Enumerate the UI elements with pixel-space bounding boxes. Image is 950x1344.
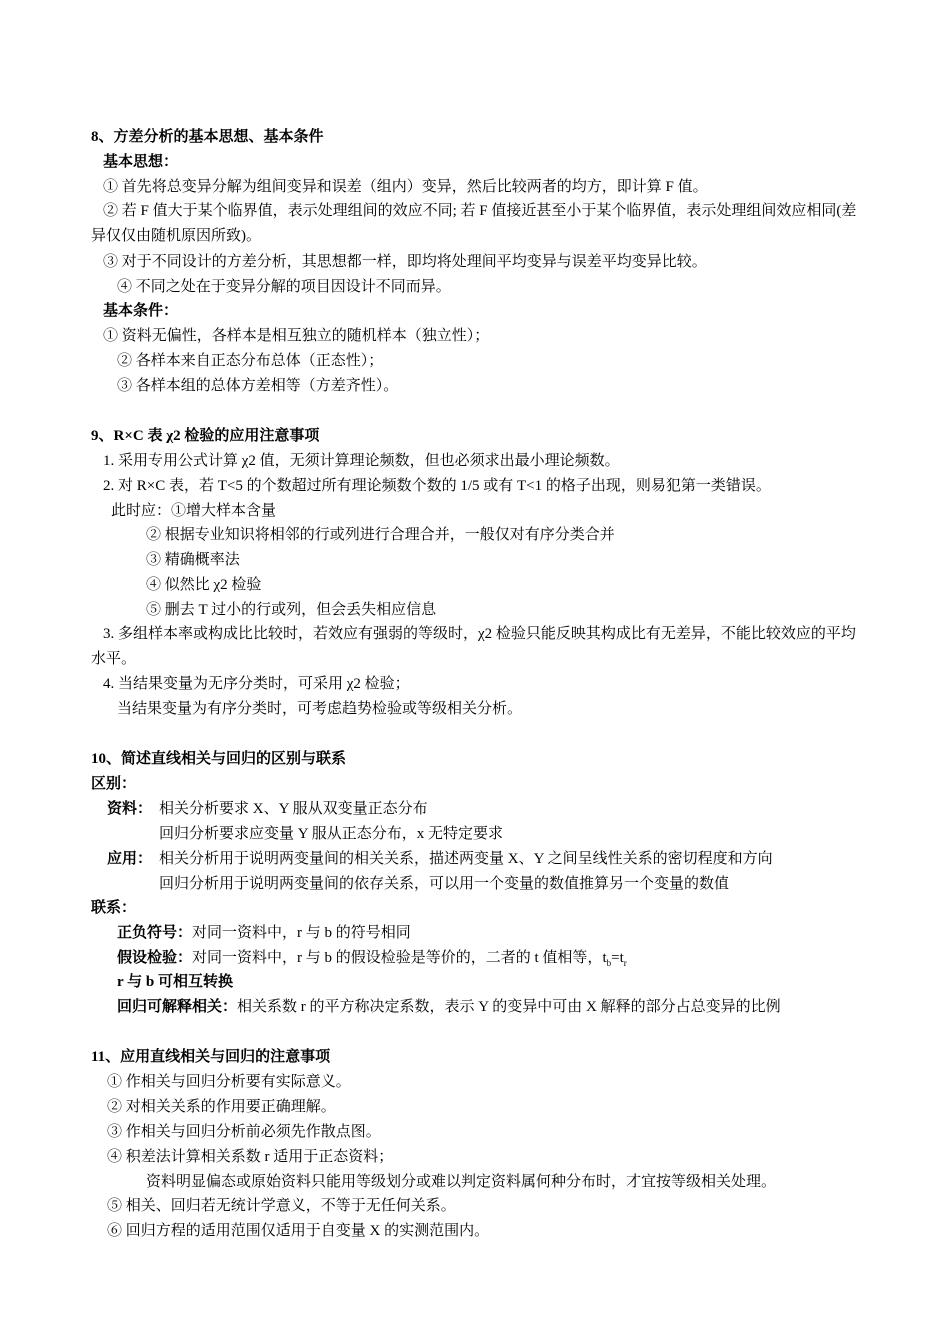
idea-item-3: ③ 对于不同设计的方差分析，其思想都一样，即均将处理间平均变异与误差平均变异比较。 bbox=[103, 254, 707, 270]
condition-item-3: ③ 各样本组的总体方差相等（方差齐性）。 bbox=[117, 378, 399, 394]
note-4: ④ 积差法计算相关系数 r 适用于正态资料； bbox=[107, 1149, 394, 1165]
sign-label: 正负符号： bbox=[117, 925, 193, 941]
t-subscript-r: r bbox=[623, 958, 627, 968]
chi-point-3: 3. 多组样本率或构成比比较时，若效应有强弱的等级时，χ2 检验只能反映其构成比有无差异，不能比较效应的平均水平。 bbox=[91, 626, 856, 667]
note-3: ③ 作相关与回归分析前必须先作散点图。 bbox=[107, 1124, 381, 1140]
difference-label: 区别： bbox=[91, 776, 137, 792]
chi-remedy-4: ④ 似然比 χ2 检验 bbox=[146, 577, 262, 593]
application-regression-text: 回归分析用于说明两变量间的依存关系，可以用一个变量的数值推算另一个变量的数值 bbox=[159, 876, 730, 892]
data-correlation-text: 相关分析要求 X、Y 服从双变量正态分布 bbox=[159, 801, 428, 817]
note-6: ⑥ 回归方程的适用范围仅适用于自变量 X 的实测范围内。 bbox=[107, 1223, 490, 1239]
t-subscript-b: b bbox=[606, 958, 612, 968]
condition-item-2: ② 各样本来自正态分布总体（正态性）； bbox=[117, 353, 384, 369]
idea-item-4: ④ 不同之处在于变异分解的项目因设计不同而异。 bbox=[117, 279, 451, 295]
test-text: 对同一资料中，r 与 b 的假设检验是等价的，二者的 t 值相等， bbox=[192, 950, 603, 966]
application-label: 应用： bbox=[107, 851, 153, 867]
idea-item-2: ② 若 F 值大于某个临界值，表示处理组间的效应不同; 若 F 值接近甚至小于某个临界值，表示处理组间效应相同(差异仅仅由随机原因所致)。 bbox=[91, 203, 857, 244]
chi-remedy-5: ⑤ 删去 T 过小的行或列，但会丢失相应信息 bbox=[146, 602, 437, 618]
data-regression-text: 回归分析要求应变量 Y 服从正态分布，x 无特定要求 bbox=[159, 826, 504, 842]
chi-remedy-2: ② 根据专业知识将相邻的行或列进行合理合并，一般仅对有序分类合并 bbox=[146, 527, 615, 543]
section-8-title: 8、方差分析的基本思想、基本条件 bbox=[91, 129, 324, 145]
relation-explain-row bbox=[117, 997, 781, 1017]
idea-item-1: ① 首先将总变异分解为组间变异和误差（组内）变异，然后比较两者的均方，即计算 F 值。 bbox=[103, 179, 708, 195]
t-symbol: t bbox=[602, 950, 607, 966]
chi-point-2: 2. 对 R×C 表，若 T<5 的个数超过所有理论频数个数的 1/5 或有 T<1 的格子出现，则易犯第一类错误。 bbox=[103, 478, 771, 494]
data-label: 资料： bbox=[107, 801, 153, 817]
chi-remedy-3: ③ 精确概率法 bbox=[146, 552, 240, 568]
sign-text: 对同一资料中，r 与 b 的符号相同 bbox=[192, 925, 411, 941]
chi-remedy-lead: 此时应：①增大样本含量 bbox=[111, 503, 277, 519]
section-10-title: 10、简述直线相关与回归的区别与联系 bbox=[91, 751, 347, 767]
chi-point-4-continued: 当结果变量为有序分类时，可考虑趋势检验或等级相关分析。 bbox=[117, 701, 523, 717]
condition-item-1: ① 资料无偏性，各样本是相互独立的随机样本（独立性）； bbox=[103, 328, 490, 344]
note-1: ① 作相关与回归分析要有实际意义。 bbox=[107, 1074, 351, 1090]
note-2: ② 对相关关系的作用要正确理解。 bbox=[107, 1099, 336, 1115]
relation-sign-row bbox=[117, 923, 411, 943]
test-label: 假设检验： bbox=[117, 950, 193, 966]
basic-condition-label: 基本条件： bbox=[103, 303, 179, 319]
section-11-title: 11、应用直线相关与回归的注意事项 bbox=[91, 1049, 331, 1065]
chi-point-1: 1. 采用专用公式计算 χ2 值，无须计算理论频数，但也必须求出最小理论频数。 bbox=[103, 453, 620, 469]
basic-idea-label: 基本思想： bbox=[103, 154, 179, 170]
chi-point-4: 4. 当结果变量为无序分类时，可采用 χ2 检验； bbox=[103, 676, 410, 692]
explain-text: 相关系数 r 的平方称决定系数，表示 Y 的变异中可由 X 解释的部分占总变异的比例 bbox=[237, 999, 781, 1015]
explain-label: 回归可解释相关： bbox=[117, 999, 238, 1015]
t-equals: =t bbox=[611, 950, 624, 966]
application-correlation-text: 相关分析用于说明两变量间的相关关系，描述两变量 X、Y 之间呈线性关系的密切程度和方向 bbox=[159, 851, 773, 867]
section-9-title: 9、R×C 表 χ2 检验的应用注意事项 bbox=[91, 428, 320, 444]
note-5: ⑤ 相关、回归若无统计学意义，不等于无任何关系。 bbox=[107, 1198, 456, 1214]
convert-label: r 与 b 可相互转换 bbox=[117, 974, 233, 990]
relation-label: 联系： bbox=[91, 900, 137, 916]
note-4-continued: 资料明显偏态或原始资料只能用等级划分或难以判定资料属何种分布时，才宜按等级相关处理。 bbox=[146, 1174, 777, 1190]
relation-test-row bbox=[117, 948, 627, 973]
